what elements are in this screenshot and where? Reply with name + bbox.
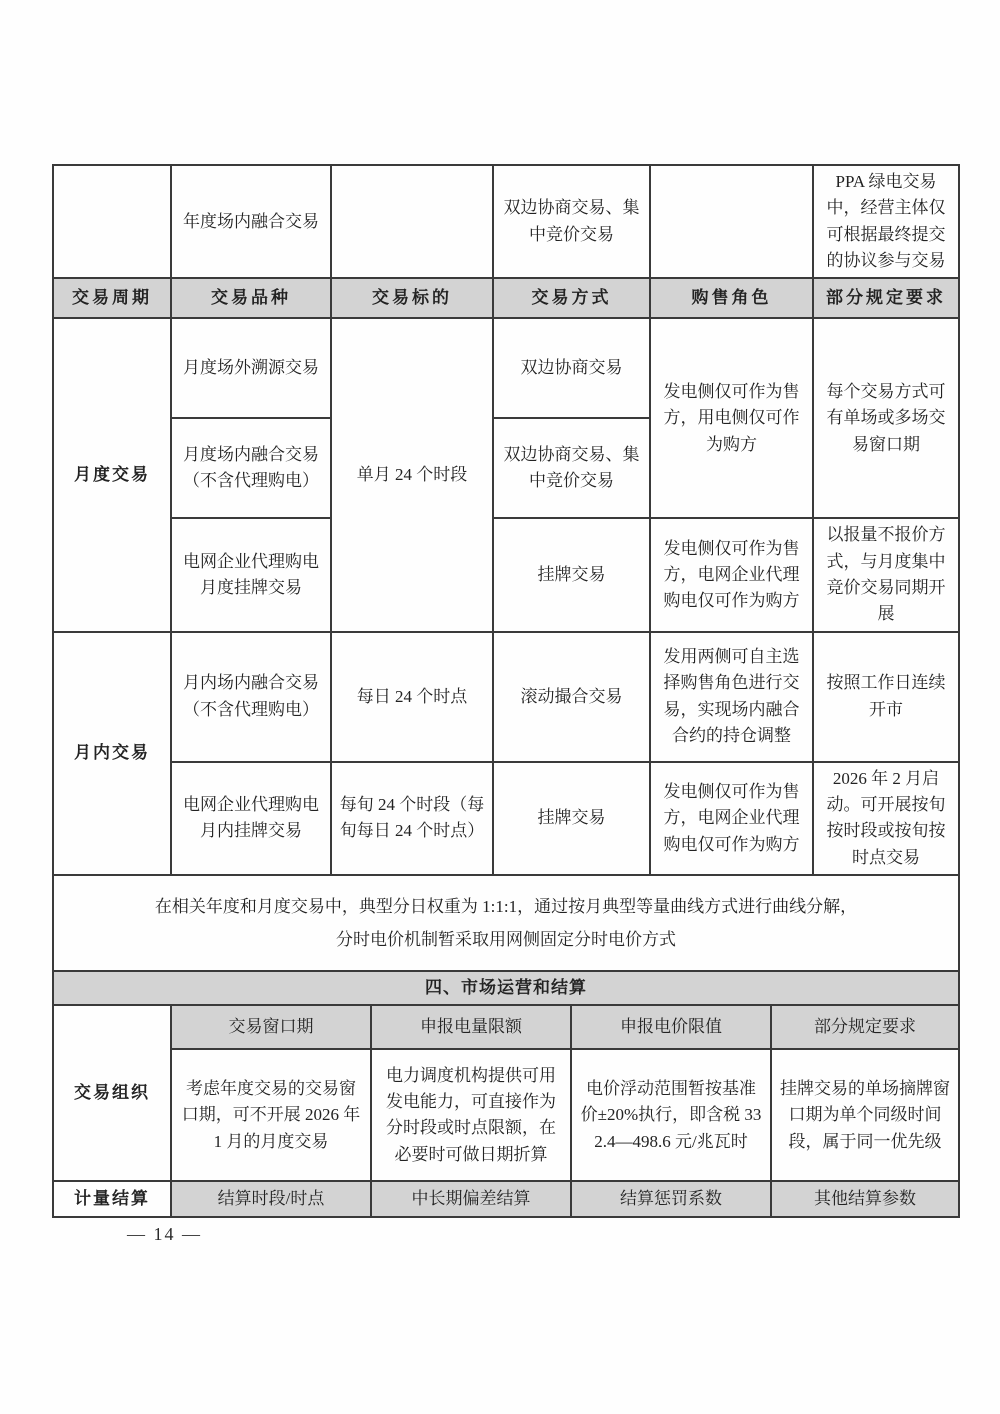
carryover-requirement-cell: PPA 绿电交易中，经营主体仅可根据最终提交的协议参与交易	[813, 165, 959, 278]
header-requirements-2: 部分规定要求	[771, 1005, 959, 1049]
monthly-row1-method: 双边协商交易	[493, 318, 650, 418]
monthly-section-label: 月度交易	[53, 318, 171, 631]
note-cell	[53, 875, 959, 971]
header-role: 购售角色	[650, 278, 813, 318]
carryover-method-cell: 双边协商交易、集中竞价交易	[493, 165, 650, 278]
header-row	[53, 278, 959, 318]
header-price-limit: 申报电价限值	[571, 1005, 771, 1049]
org-content-row	[53, 1049, 959, 1181]
intramonth-row2-variety: 电网企业代理购电月内挂牌交易	[171, 762, 331, 875]
intramonth-row1-requirement: 按照工作日连续开市	[813, 632, 959, 762]
note-row	[53, 875, 959, 971]
carryover-period-cell-empty	[53, 165, 171, 278]
monthly-subject-cell: 单月 24 个时段	[331, 318, 493, 631]
settlement-cell-1: 结算时段/时点	[171, 1181, 371, 1217]
monthly-row3-variety: 电网企业代理购电月度挂牌交易	[171, 518, 331, 631]
monthly-row2-method: 双边协商交易、集中竞价交易	[493, 418, 650, 518]
carryover-role-cell-empty	[650, 165, 813, 278]
settlement-cell-3: 结算惩罚系数	[571, 1181, 771, 1217]
monthly-row-1	[53, 318, 959, 418]
monthly-row-3	[53, 518, 959, 631]
settlement-row	[53, 1181, 959, 1217]
intramonth-row-2	[53, 762, 959, 875]
section4-title: 四、市场运营和结算	[53, 971, 959, 1005]
org-price-limit-cell: 电价浮动范围暂按基准价±20%执行，即含税 332.4—498.6 元/兆瓦时	[571, 1049, 771, 1181]
page-number: — 14 —	[127, 1224, 202, 1244]
intramonth-row1-subject: 每日 24 个时点	[331, 632, 493, 762]
settlement-cell-4: 其他结算参数	[771, 1181, 959, 1217]
monthly-row3-requirement: 以报量不报价方式，与月度集中竞价交易同期开展	[813, 518, 959, 631]
monthly-shared-role-cell: 发电侧仅可作为售方，用电侧仅可作为购方	[650, 318, 813, 518]
carryover-subject-cell-empty	[331, 165, 493, 278]
section4-header-row	[53, 1005, 959, 1049]
monthly-shared-requirement-cell: 每个交易方式可有单场或多场交易窗口期	[813, 318, 959, 518]
header-trade-window: 交易窗口期	[171, 1005, 371, 1049]
org-section-label: 交易组织	[53, 1005, 171, 1181]
carryover-variety-cell: 年度场内融合交易	[171, 165, 331, 278]
section4-title-row	[53, 971, 959, 1005]
intramonth-row2-subject: 每旬 24 个时段（每旬每日 24 个时点）	[331, 762, 493, 875]
settlement-cell-2: 中长期偏差结算	[371, 1181, 571, 1217]
intramonth-row1-variety: 月内场内融合交易（不含代理购电）	[171, 632, 331, 762]
header-volume-limit: 申报电量限额	[371, 1005, 571, 1049]
intramonth-row1-method: 滚动撮合交易	[493, 632, 650, 762]
intramonth-row2-role: 发电侧仅可作为售方，电网企业代理购电仅可作为购方	[650, 762, 813, 875]
header-trade-subject: 交易标的	[331, 278, 493, 318]
market-operation-settlement-table	[52, 970, 960, 1218]
org-trade-window-cell: 考虑年度交易的交易窗口期，可不开展 2026 年 1 月的月度交易	[171, 1049, 371, 1181]
intramonth-row2-requirement: 2026 年 2 月启动。可开展按旬按时段或按旬按时点交易	[813, 762, 959, 875]
trading-overview-table	[52, 164, 960, 972]
carryover-row	[53, 165, 959, 278]
trading-rules-tables	[52, 164, 958, 1218]
intramonth-row2-method: 挂牌交易	[493, 762, 650, 875]
intramonth-row-1	[53, 632, 959, 762]
monthly-row3-role: 发电侧仅可作为售方，电网企业代理购电仅可作为购方	[650, 518, 813, 631]
header-trade-variety: 交易品种	[171, 278, 331, 318]
note-line-2: 分时电价机制暂采取用网侧固定分时电价方式	[336, 930, 676, 950]
header-trade-method: 交易方式	[493, 278, 650, 318]
monthly-row3-method: 挂牌交易	[493, 518, 650, 631]
note-line-1: 在相关年度和月度交易中，典型分日权重为 1:1:1，通过按月典型等量曲线方式进行曲线分解，	[154, 896, 858, 916]
header-requirements: 部分规定要求	[813, 278, 959, 318]
intramonth-section-label: 月内交易	[53, 632, 171, 875]
org-requirement-cell: 挂牌交易的单场摘牌窗口期为单个同级时间段，属于同一优先级	[771, 1049, 959, 1181]
settlement-section-label: 计量结算	[53, 1181, 171, 1217]
header-trade-period: 交易周期	[53, 278, 171, 318]
org-volume-limit-cell: 电力调度机构提供可用发电能力，可直接作为分时段或时点限额，在必要时可做日期折算	[371, 1049, 571, 1181]
intramonth-row1-role: 发用两侧可自主选择购售角色进行交易，实现场内融合合约的持仓调整	[650, 632, 813, 762]
monthly-row2-variety: 月度场内融合交易（不含代理购电）	[171, 418, 331, 518]
monthly-row1-variety: 月度场外溯源交易	[171, 318, 331, 418]
